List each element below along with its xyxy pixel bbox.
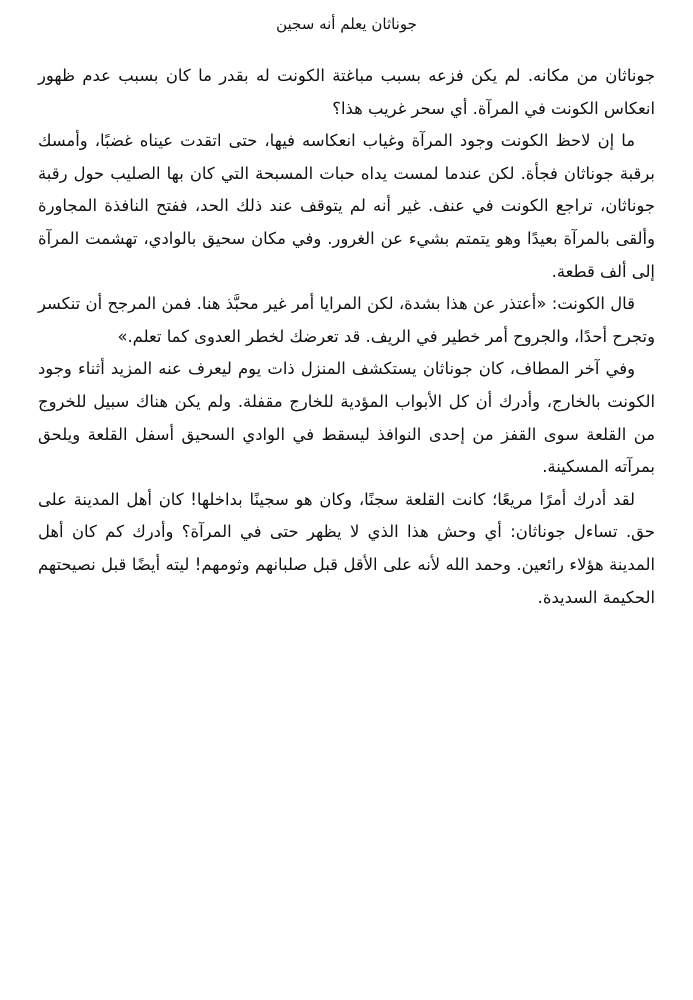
paragraph-4: وفي آخر المطاف، كان جوناثان يستكشف المنزل ذات يوم ليعرف عنه المزيد أثناء وجود الكونت بالخارج، وأدرك أن كل الأبواب المؤدية للخارج مقفلة. ولم يكن هناك سبيل للخروج من القلعة سوى القفز من إحدى النوافذ ليسقط في الوادي السحيق أسفل القلعة ويلحق بمرآته المسكينة. <box>38 359 655 477</box>
page-body <box>38 60 655 614</box>
running-header: جوناثان يعلم أنه سجين <box>276 15 417 33</box>
paragraph-3: قال الكونت: «أعتذر عن هذا بشدة، لكن المرايا أمر غير محبَّذ هنا. فمن المرجح أن تنكسر وتجرح أحدًا، والجروح أمر خطير في الريف. قد تعرضك لخطر العدوى كما تعلم.» <box>38 294 655 346</box>
paragraph-5: لقد أدرك أمرًا مريعًا؛ كانت القلعة سجنًا، وكان هو سجينًا بداخلها! كان أهل المدينة على حق. تساءل جوناثان: أي وحش هذا الذي لا يظهر حتى في المرآة؟ وأدرك كم كان أهل المدينة هؤلاء رائعين. وحمد الله لأنه على الأقل قبل صلبانهم وثومهم! ليته أيضًا قبل نصيحتهم الحكيمة السديدة. <box>38 489 655 607</box>
paragraph-1: جوناثان من مكانه. لم يكن فزعه بسبب مباغتة الكونت له بقدر ما كان بسبب عدم ظهور انعكاس الكونت في المرآة. أي سحر غريب هذا؟ <box>38 66 655 118</box>
paragraph-2: ما إن لاحظ الكونت وجود المرآة وغياب انعكاسه فيها، حتى اتقدت عيناه غضبًا، وأمسك برقبة جوناثان فجأة. لكن عندما لمست يداه حبات المسبحة التي كان بها الصليب حول رقبة جوناثان، تراجع الكونت في عنف. غير أنه لم يتوقف عند ذلك الحد، ففتح النافذة المجاورة وألقى بالمرآة بعيدًا وهو يتمتم بشيء عن الغرور. وفي مكان سحيق بالوادي، تهشمت المرآة إلى ألف قطعة. <box>38 131 655 281</box>
